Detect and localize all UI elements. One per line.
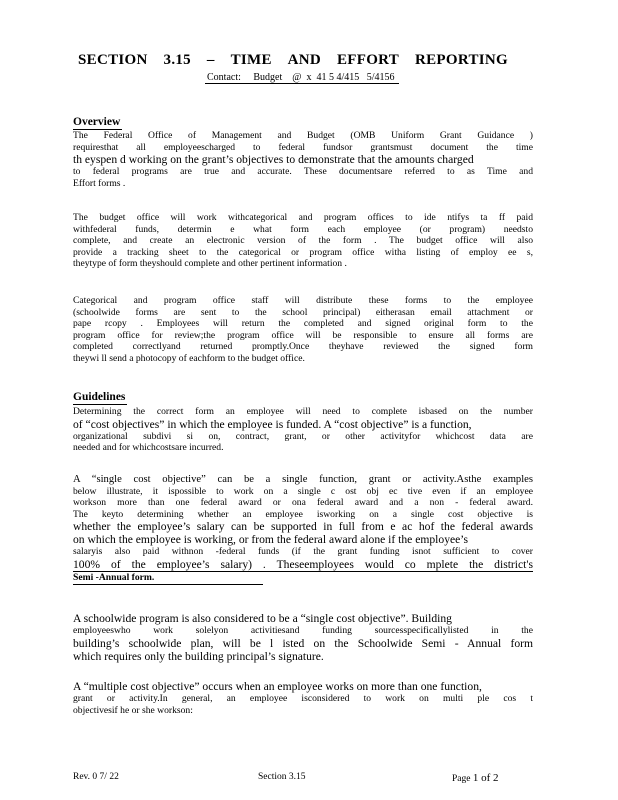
text-line: The budget office will work withcategorical and program offices to ide ntifys ta ff paid xyxy=(73,212,533,223)
text-line: whether the employee’s salary can be supported in full from e ac hof the federal awards xyxy=(73,520,533,534)
text-line: needed and for whichcostsare incurred. xyxy=(73,442,224,454)
text-line: (schoolwide forms are sent to the school principal) eitherasan email attachment or xyxy=(73,306,533,318)
overview-heading: Overview xyxy=(73,116,121,128)
title-word: SECTION xyxy=(78,52,148,68)
text-line: Categorical and program office staff will distribute these forms to the employee xyxy=(73,295,533,306)
overview-paragraph-3 xyxy=(73,295,533,365)
contact-line: Contact: Budget @ x 41 5 4/415 5/4156 xyxy=(205,72,399,84)
overview-paragraph-1 xyxy=(73,130,533,189)
text-line: on which the employee is working, or from the federal award alone if the employee’s xyxy=(73,533,469,547)
title-word: – xyxy=(206,52,215,68)
guidelines-paragraph-3 xyxy=(73,612,533,663)
overview-paragraph-2 xyxy=(73,212,533,270)
text-line: pape rcopy . Employees will return the completed and signed original form to the xyxy=(73,318,533,330)
text-line: th eyspen d working on the grant’s objectives to demonstrate that the amounts charged xyxy=(73,153,474,167)
guidelines-paragraph-2 xyxy=(73,474,533,585)
text-line: completed correctlyand returned promptly.Once theyhave reviewed the signed form xyxy=(73,341,533,353)
footer-page xyxy=(452,772,499,784)
text-line: building’s schoolwide plan, will be l isted on the Schoolwide Semi - Annual form xyxy=(73,636,533,650)
text-line: A schoolwide program is also considered to be a “single cost objective”. Building xyxy=(73,612,452,625)
title-word: 3.15 xyxy=(163,52,191,68)
footer-revision: Rev. 0 7/ 22 xyxy=(73,772,119,782)
title-word: TIME xyxy=(230,52,272,68)
title-word: EFFORT xyxy=(336,52,400,68)
guidelines-heading: Guidelines xyxy=(73,391,126,403)
text-line: Semi -Annual form. xyxy=(73,572,263,585)
text-line: which requires only the building principal’s signature. xyxy=(73,649,324,663)
page-label: Page xyxy=(452,774,471,784)
text-line: below illustrate, it ispossible to work on a single c ost obj ec tive even if an employee xyxy=(73,485,533,497)
title-word: AND xyxy=(287,52,322,68)
text-line: requiresthat all employeescharged to federal fundsor grantsmust document the time xyxy=(73,141,533,153)
guidelines-paragraph-4 xyxy=(73,680,533,716)
text-line: Determining the correct form an employee will need to complete isbased on the number xyxy=(73,406,533,417)
text-line: withfederal funds, determin e what form each employee (or program) needsto xyxy=(73,223,533,235)
text-line: A “multiple cost objective” occurs when an employee works on more than one function, xyxy=(73,680,482,693)
text-line: complete, and create an electronic version of the form . The budget office will also xyxy=(73,235,533,247)
text-line: objectivesif he or she workson: xyxy=(73,704,193,716)
text-line: The Federal Office of Management and Budget (OMB Uniform Grant Guidance ) xyxy=(73,130,533,141)
text-line: The keyto determining whether an employee isworking on a single cost objective is xyxy=(73,508,533,520)
text-line: Effort forms . xyxy=(73,177,126,189)
text-line: A “single cost objective” can be a single function, grant or activity.Asthe examples xyxy=(73,474,533,485)
text-line: salaryis also paid withnon -federal funds (if the grant funding isnot sufficient to cover xyxy=(73,546,533,558)
text-line: to federal programs are true and accurate. These documentsare referred to as Time and xyxy=(73,166,533,178)
text-line: program office for review;the program office will be responsible to ensure all forms are xyxy=(73,329,533,341)
text-line: provide a tracking sheet to the categorical or program office witha listing of employ ee s, xyxy=(73,246,533,258)
text-line: 100% of the employee’s salary) . Theseemployees would co mplete the district's xyxy=(73,557,533,571)
text-line: theywi ll send a photocopy of eachform to the budget office. xyxy=(73,352,305,364)
guidelines-paragraph-1 xyxy=(73,406,533,454)
text-line: of “cost objectives” in which the employee is funded. A “cost objective” is a function, xyxy=(73,417,472,431)
text-line: workson more than one federal award or ona federal award and a non - federal award. xyxy=(73,497,533,509)
text-line: theytype of form theyshould complete and other pertinent information . xyxy=(73,258,347,270)
page-number: 1 of 2 xyxy=(472,772,499,784)
text-line: organizational subdivi si on, contract, grant, or other activityfor whichcost data are xyxy=(73,430,533,442)
footer-section: Section 3.15 xyxy=(258,772,306,782)
section-title xyxy=(78,52,508,69)
text-line: grant or activity.In general, an employee isconsidered to work on multi ple cos t xyxy=(73,693,533,704)
title-word: REPORTING xyxy=(414,52,508,68)
text-line: employeeswho work solelyon activitiesand funding sourcesspecificallylisted in the xyxy=(73,625,533,636)
